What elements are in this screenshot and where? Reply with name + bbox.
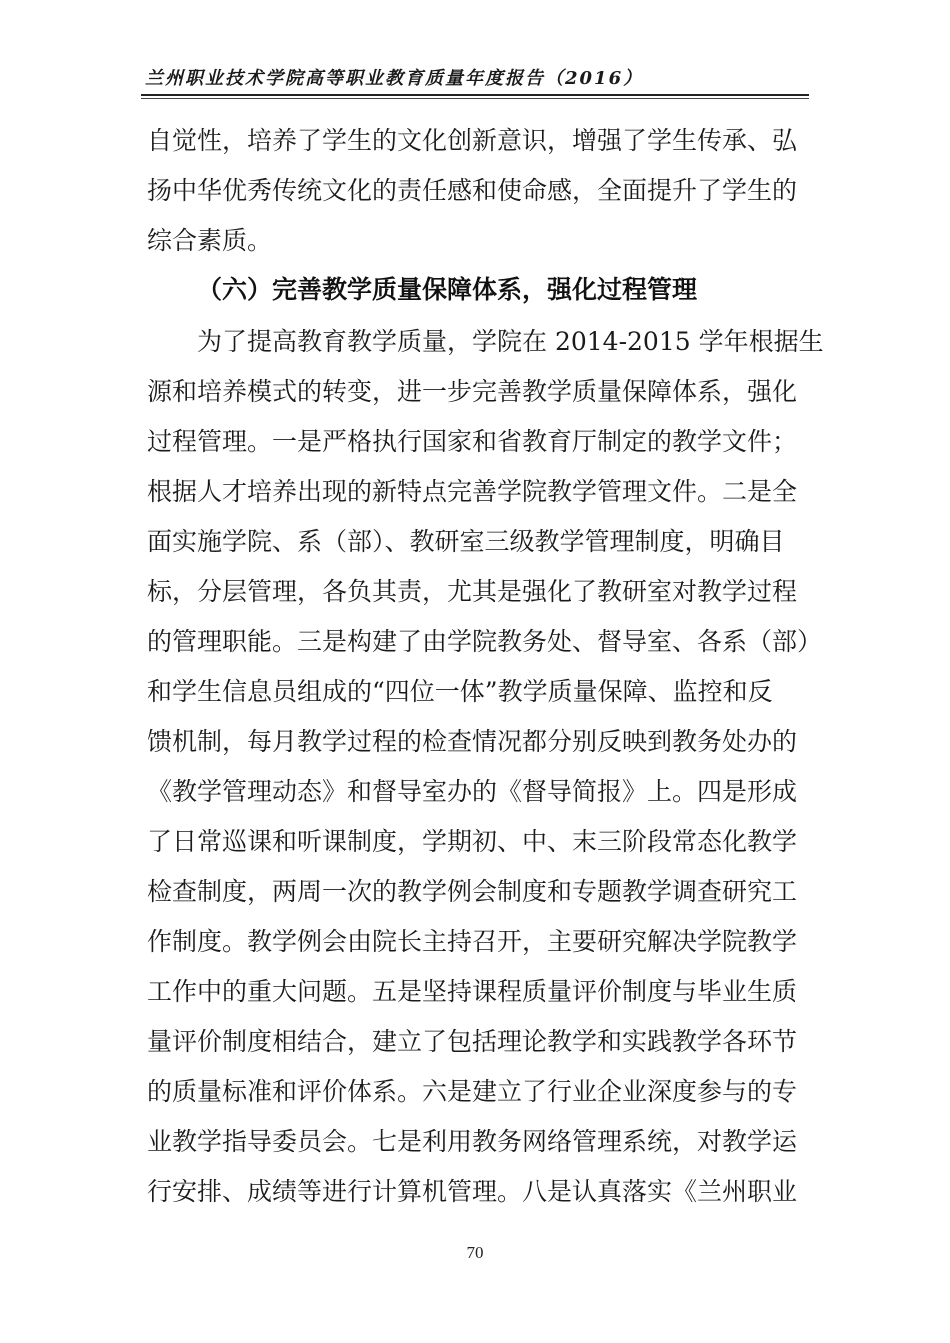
paragraph-line: 《教学管理动态》和督导室办的《督导简报》上。四是形成: [147, 777, 798, 806]
running-header: 兰州职业技术学院高等职业教育质量年度报告（2016）: [145, 68, 644, 89]
paragraph-line: 量评价制度相结合，建立了包括理论教学和实践教学各环节: [147, 1027, 798, 1056]
section-heading: （六）完善教学质量保障体系，强化过程管理: [197, 275, 698, 304]
paragraph-line: 工作中的重大问题。五是坚持课程质量评价制度与毕业生质: [147, 977, 798, 1006]
paragraph-line: 的质量标准和评价体系。六是建立了行业企业深度参与的专: [147, 1077, 798, 1106]
body-line-3: 综合素质。: [147, 226, 273, 255]
paragraph-line: 行安排、成绩等进行计算机管理。八是认真落实《兰州职业: [147, 1177, 798, 1206]
paragraph-line: 源和培养模式的转变，进一步完善教学质量保障体系，强化: [147, 377, 798, 406]
page-number: 70: [466, 1243, 484, 1262]
paragraph-line: 根据人才培养出现的新特点完善学院教学管理文件。二是全: [147, 477, 798, 506]
header-rule: [141, 94, 809, 96]
paragraph-line: 标，分层管理，各负其责，尤其是强化了教研室对教学过程: [147, 577, 798, 606]
paragraph-line: 和学生信息员组成的“四位一体”教学质量保障、监控和反: [147, 677, 773, 706]
paragraph-line: 的管理职能。三是构建了由学院教务处、督导室、各系（部）: [147, 627, 823, 656]
paragraph-line: 为了提高教育教学质量，学院在 2014-2015 学年根据生: [147, 327, 824, 356]
body-line-1: 自觉性，培养了学生的文化创新意识，增强了学生传承、弘: [147, 126, 798, 155]
paragraph-line: 业教学指导委员会。七是利用教务网络管理系统，对教学运: [147, 1127, 798, 1156]
body-line-2: 扬中华优秀传统文化的责任感和使命感，全面提升了学生的: [147, 176, 798, 205]
paragraph-line: 了日常巡课和听课制度，学期初、中、末三阶段常态化教学: [147, 827, 798, 856]
paragraph-line: 馈机制，每月教学过程的检查情况都分别反映到教务处办的: [147, 727, 798, 756]
paragraph-line: 过程管理。一是严格执行国家和省教育厅制定的教学文件；: [147, 427, 798, 456]
paragraph-line: 检查制度，两周一次的教学例会制度和专题教学调查研究工: [147, 877, 798, 906]
paragraph-line: 面实施学院、系（部）、教研室三级教学管理制度，明确目: [147, 527, 785, 556]
header-rule-thin: [141, 98, 809, 99]
paragraph-line: 作制度。教学例会由院长主持召开，主要研究解决学院教学: [147, 927, 798, 956]
